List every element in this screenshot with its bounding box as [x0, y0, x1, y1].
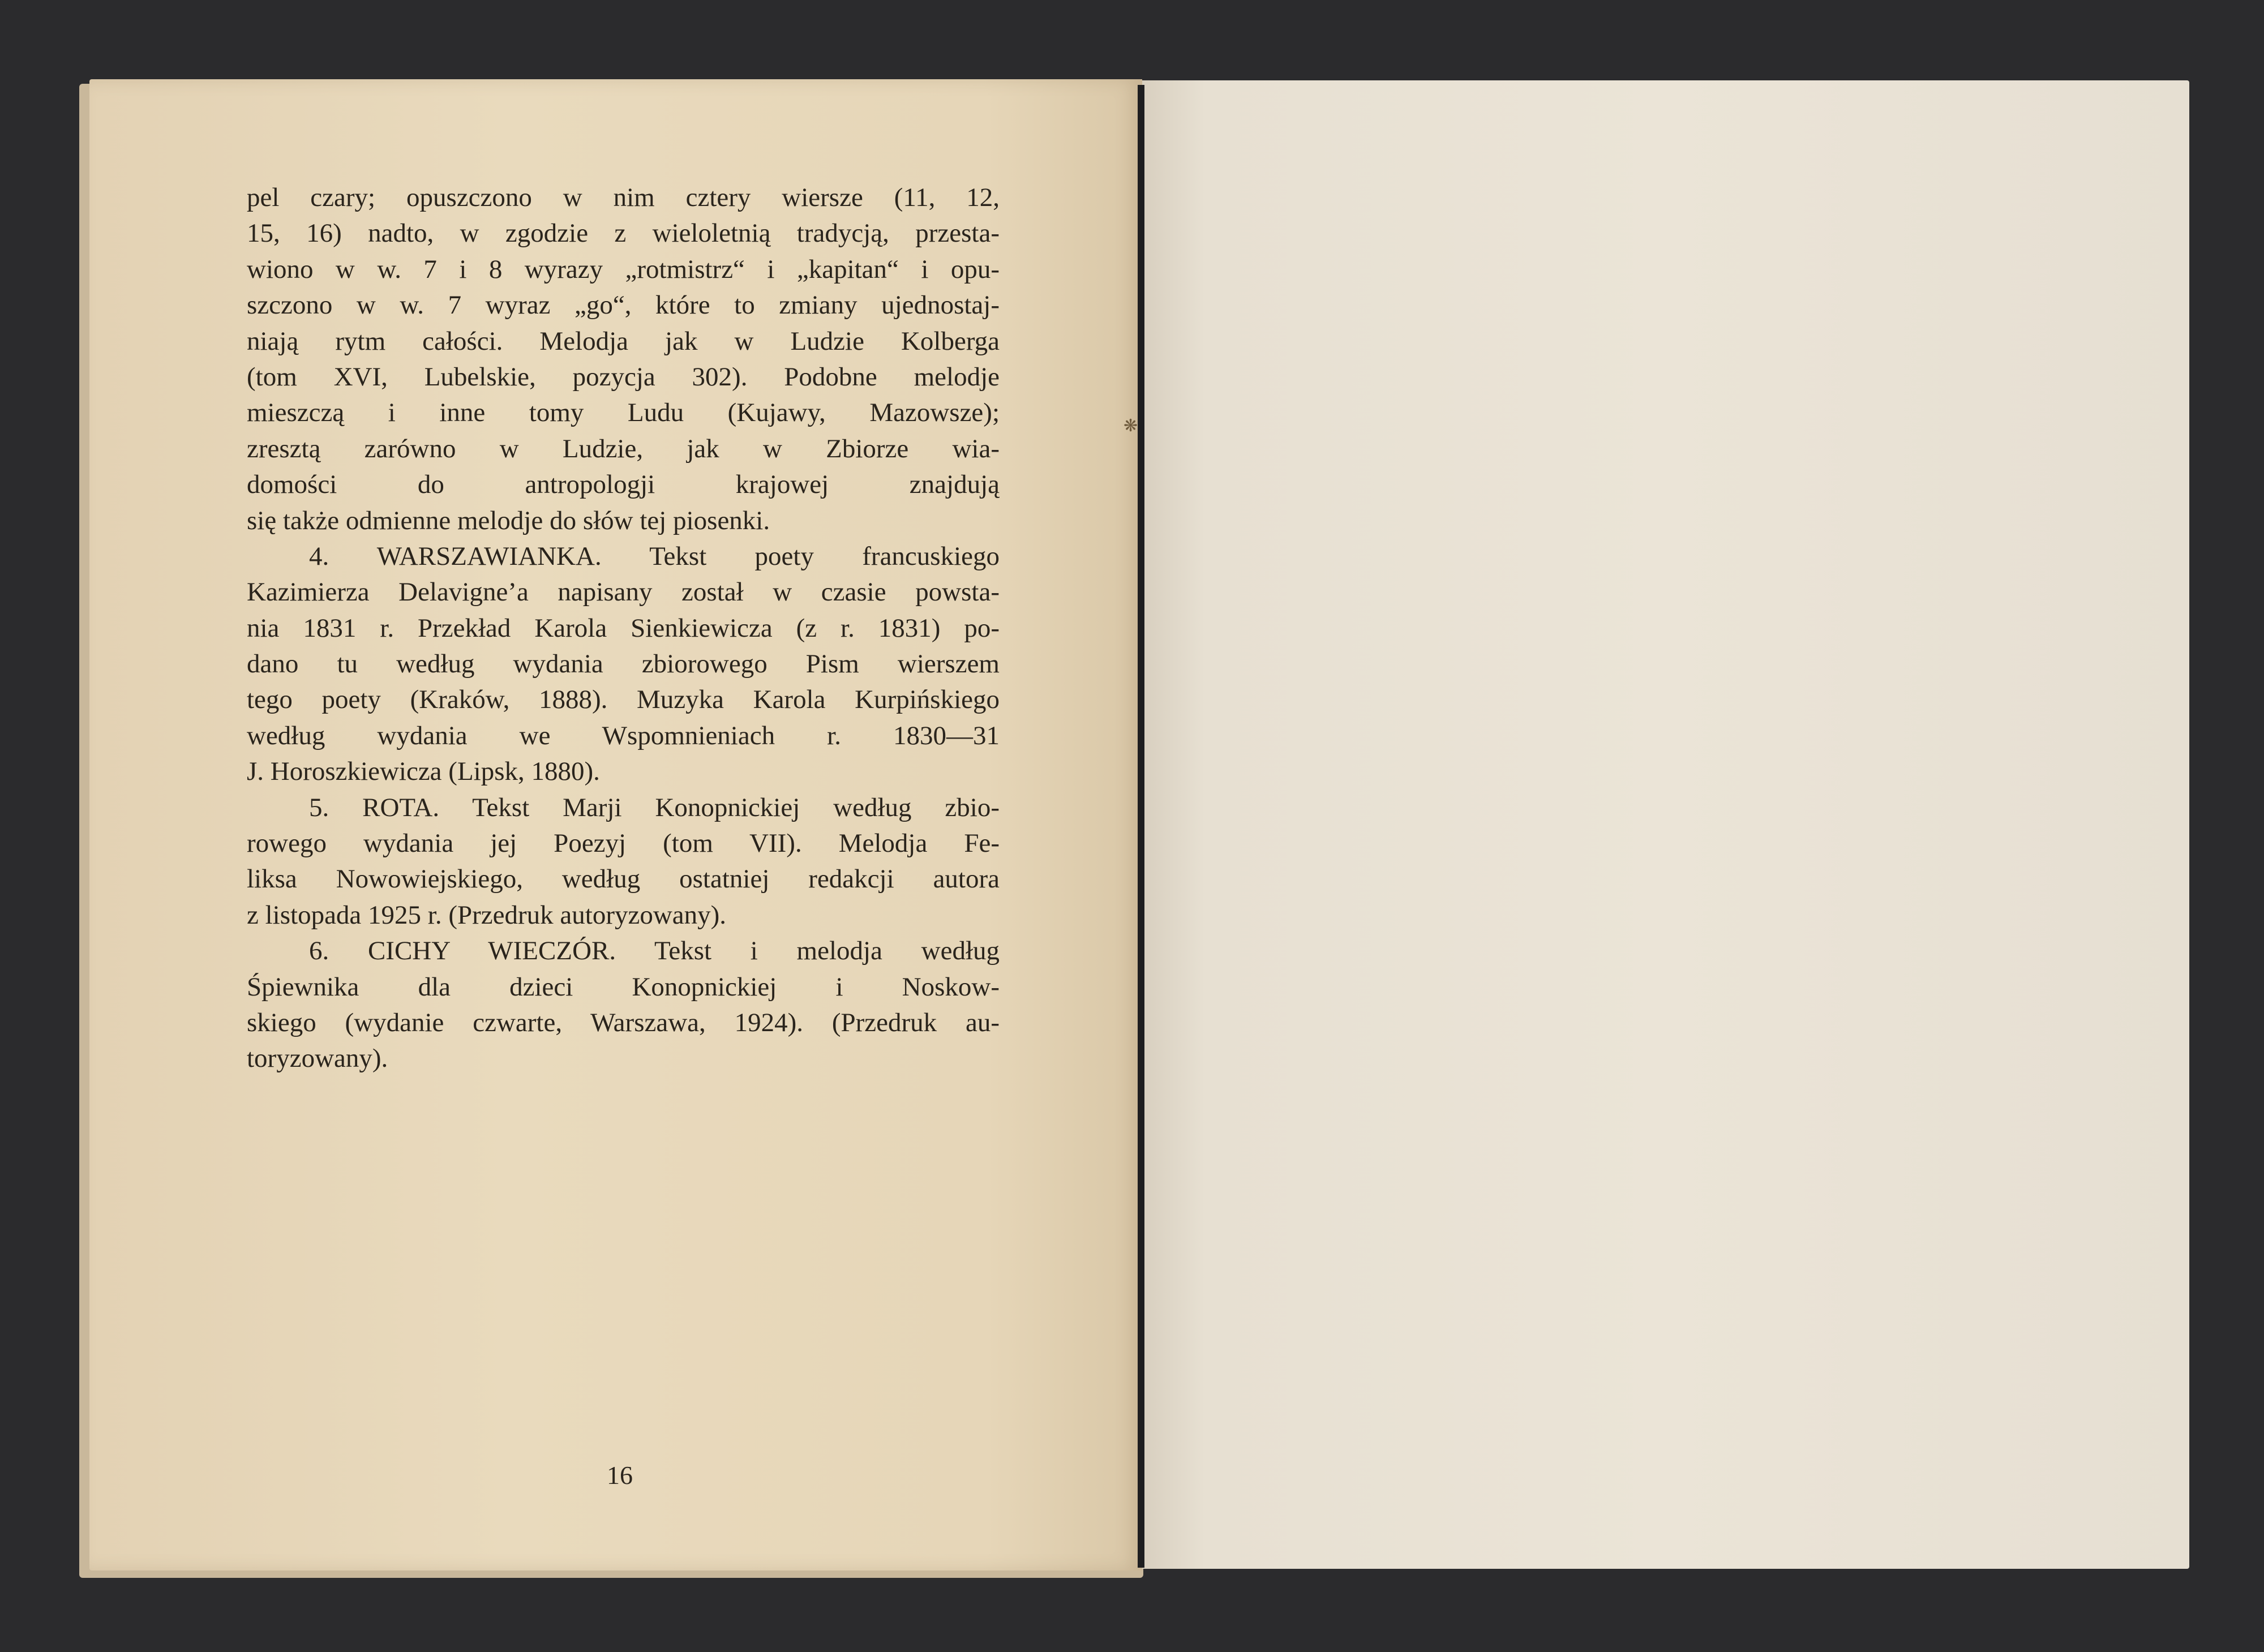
page-number: 16	[607, 1461, 633, 1490]
text-line: dano tu według wydania zbiorowego Pism wierszem	[247, 649, 1000, 679]
text-line: J. Horoszkiewicza (Lipsk, 1880).	[247, 757, 600, 787]
text-line: tego poety (Kraków, 1888). Muzyka Karola Kurpińskiego	[247, 685, 1000, 715]
text-line: według wydania we Wspomnieniach r. 1830—31	[247, 720, 1000, 750]
text-line: 15, 16) nadto, w zgodzie z wieloletnią tradycją, przesta-	[247, 218, 1000, 248]
left-page-text	[247, 180, 1000, 1077]
text-line: się także odmienne melodje do słów tej piosenki.	[247, 505, 770, 535]
text-line: szczono w w. 7 wyraz „go“, które to zmiany ujednostaj-	[247, 290, 1000, 320]
text-line: wiono w w. 7 i 8 wyrazy „rotmistrz“ i „kapitan“ i opu-	[247, 254, 1000, 284]
text-line: 4. WARSZAWIANKA. Tekst poety francuskiego	[309, 541, 1000, 571]
text-line: skiego (wydanie czwarte, Warszawa, 1924). (Przedruk au-	[247, 1007, 1000, 1037]
text-line: niają rytm całości. Melodja jak w Ludzie Kolberga	[247, 326, 1000, 356]
text-line: pel czary; opuszczono w nim cztery wiersze (11, 12,	[247, 183, 1000, 212]
text-line: rowego wydania jej Poezyj (tom VII). Melodja Fe-	[247, 829, 1000, 859]
text-line: toryzowany).	[247, 1044, 388, 1074]
text-line: Śpiewnika dla dzieci Konopnickiej i Noskow-	[247, 972, 1000, 1002]
text-line: liksa Nowowiejskiego, według ostatniej redakcji autora	[247, 864, 1000, 894]
text-line: mieszczą i inne tomy Ludu (Kujawy, Mazowsze);	[247, 398, 1000, 428]
text-line: 6. CICHY WIECZÓR. Tekst i melodja według	[309, 936, 1000, 966]
book-gutter	[1138, 85, 1144, 1568]
text-line: z listopada 1925 r. (Przedruk autoryzowany).	[247, 900, 727, 930]
text-line: zresztą zarówno w Ludzie, jak w Zbiorze wia-	[247, 434, 1000, 464]
text-line: (tom XVI, Lubelskie, pozycja 302). Podobne melodje	[247, 362, 1000, 392]
right-page-blank	[1142, 80, 2189, 1569]
text-line: nia 1831 r. Przekład Karola Sienkiewicza (z r. 1831) po-	[247, 613, 1000, 643]
text-line: 5. ROTA. Tekst Marji Konopnickiej według zbio-	[309, 792, 1000, 822]
binding-thread-icon: ❋	[1124, 416, 1138, 436]
text-line: Kazimierza Delavigne’a napisany został w czasie powsta-	[247, 577, 1000, 607]
text-line: domości do antropologji krajowej znajdują	[247, 470, 1000, 500]
